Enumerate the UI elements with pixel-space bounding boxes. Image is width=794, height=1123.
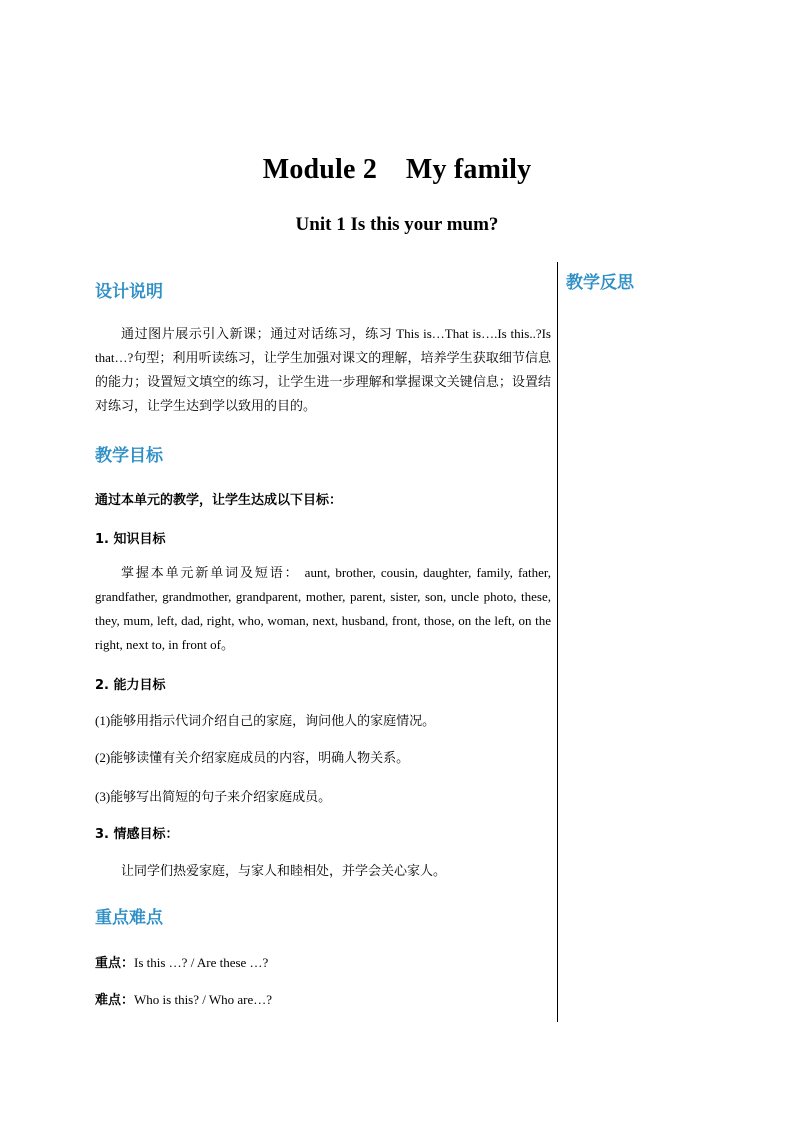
design-heading: 设计说明 [95,282,163,302]
unit-subtitle: Unit 1 Is this your mum? [295,214,499,235]
key-point-line [95,952,551,971]
knowledge-text: 掌握本单元新单词及短语： aunt, brother, cousin, daughter, family, father, grandfather, grandmother, grandparent, mother, parent, sister, son, uncle photo, these, they, mum, left, dad, right, who, woman, next, husband, front, those, on the left, on the right, next to, in front of。 [95,565,551,652]
module-title: Module 2 My family [262,154,532,185]
key-points-heading: 重点难点 [95,908,163,928]
design-text: 通过图片展示引入新课；通过对话练习，练习 This is…That is….Is this..?Is that…?句型；利用听读练习，让学生加强对课文的理解，培养学生获取细节信息的能力；设置短文填空的练习，让学生进一步理解和掌握课文关键信息；设置结对练习，让学生达到学以致用的目的。 [95,326,551,413]
difficult-text: Who is this? / Who are…? [134,992,273,1007]
difficult-point-line [95,989,551,1008]
ability-item: (1)能够用指示代词介绍自己的家庭，询问他人的家庭情况。 [95,713,436,728]
objectives-heading: 教学目标 [95,446,163,466]
column-divider [557,262,558,1022]
ability-item: (2)能够读懂有关介绍家庭成员的内容，明确人物关系。 [95,750,410,765]
difficult-label: 难点： [95,993,135,1008]
reflection-heading: 教学反思 [566,273,634,293]
emotion-text: 让同学们热爱家庭，与家人和睦相处，并学会关心家人。 [121,863,447,878]
objectives-intro: 通过本单元的教学，让学生达成以下目标： [95,493,343,508]
knowledge-title: 1. 知识目标 [95,532,166,547]
ability-item: (3)能够写出简短的句子来介绍家庭成员。 [95,789,332,804]
key-text: Is this …? / Are these …? [134,955,269,970]
emotion-title: 3. 情感目标： [95,827,179,842]
key-label: 重点： [95,956,135,971]
ability-title: 2. 能力目标 [95,678,166,693]
